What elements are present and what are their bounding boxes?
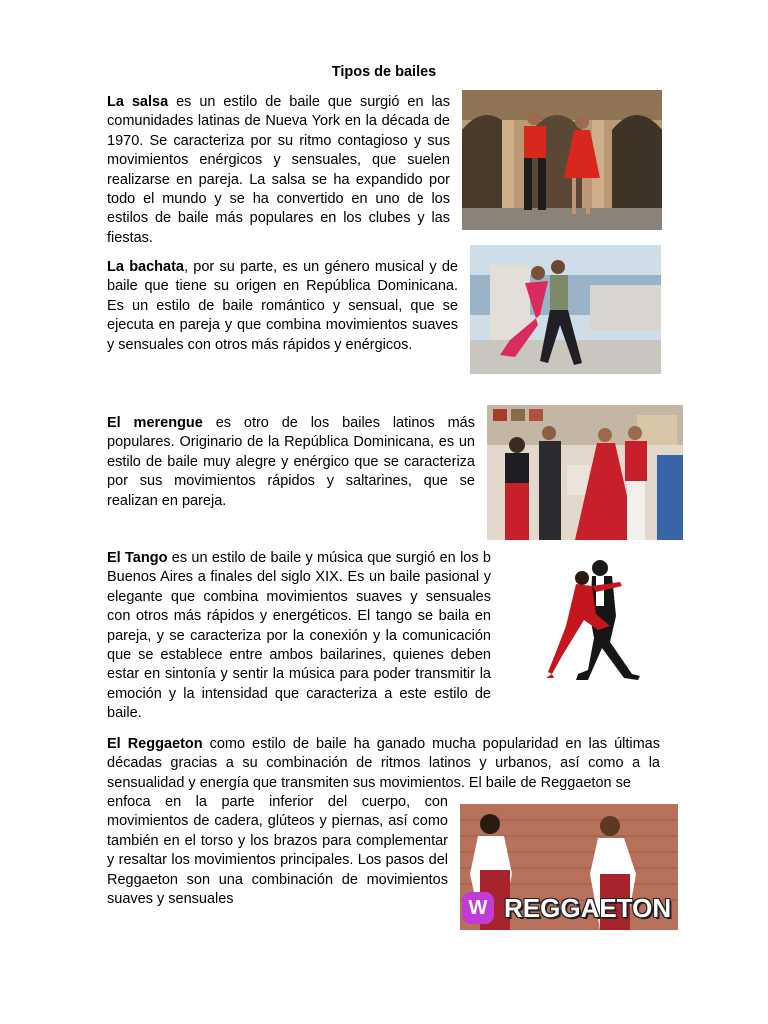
reggaeton-badge-icon: W [462,892,494,924]
heading-merengue: El merengue [107,415,203,431]
paragraph-reggaeton-cont: enfoca en la parte inferior del cuerpo, con movimientos de cadera, glúteos y piernas, así como también en el torso y los brazos para complementar y resaltar los movimientos principales. Los pasos del Reggaeton son una combinación de movimientos suaves y sensuales [107,794,448,908]
heading-salsa: La salsa [107,94,169,110]
text-salsa: es un estilo de baile que surgió en las comunidades latinas de Nueva York en la década de 1970. Se caracteriza por su ritmo contagioso y sus movimientos enérgicos y sensuales, que suelen realizarse en pareja. La salsa se ha expandido por todo el mundo y se ha convertido en uno de los estilos de baile más populares en los clubes y las fiestas. [107,94,450,246]
text-tango: es un estilo de baile y música que surgió en los b Buenos Aires a finales del siglo XIX. Es un baile pasional y elegante que combina movimientos suaves y sensuales con otros más rápidos y energéticos. El tango se baila en pareja, y se caracteriza por la conexión y la comunicación que se establece entre ambos bailarines, quienes deben estar en sintonía y sentir la música para poder transmitir la emoción y la intensidad que caracteriza a este estilo de baile. [107,550,491,722]
paragraph-tango [107,549,491,724]
paragraph-merengue [107,414,475,511]
heading-bachata: La bachata [107,259,184,275]
salsa-photo [462,90,662,230]
text-reggaeton-intro: como estilo de baile ha ganado mucha popularidad en las últimas décadas gracias a su combinación de ritmos latinos y urbanos, así como a la sensualidad y energía que transmiten sus movimientos. El baile de Reggaeton se [107,736,660,791]
paragraph-reggaeton-intro [107,735,660,793]
reggaeton-photo [460,804,678,930]
bachata-photo [470,245,661,374]
merengue-photo [487,405,683,540]
heading-reggaeton: El Reggaeton [107,736,203,752]
tango-illustration [540,556,662,684]
paragraph-salsa [107,93,450,248]
paragraph-bachata [107,258,458,355]
text-merengue: es otro de los bailes latinos más populares. Originario de la República Dominicana, es un estilo de baile muy alegre y enérgico que se caracteriza por sus movimientos rápidos y saltarines, que se realizan en pareja. [107,415,475,509]
page-title: Tipos de bailes [331,64,437,80]
reggaeton-caption: REGGAETON [504,893,672,923]
text-bachata: , por su parte, es un género musical y de baile que tiene su origen en República Dominicana. Es un estilo de baile romántico y sensual, que se ejecuta en pareja y que combina movimientos suaves y sensuales con otros más rápidos y enérgicos. [107,259,458,353]
heading-tango: El Tango [107,550,168,566]
